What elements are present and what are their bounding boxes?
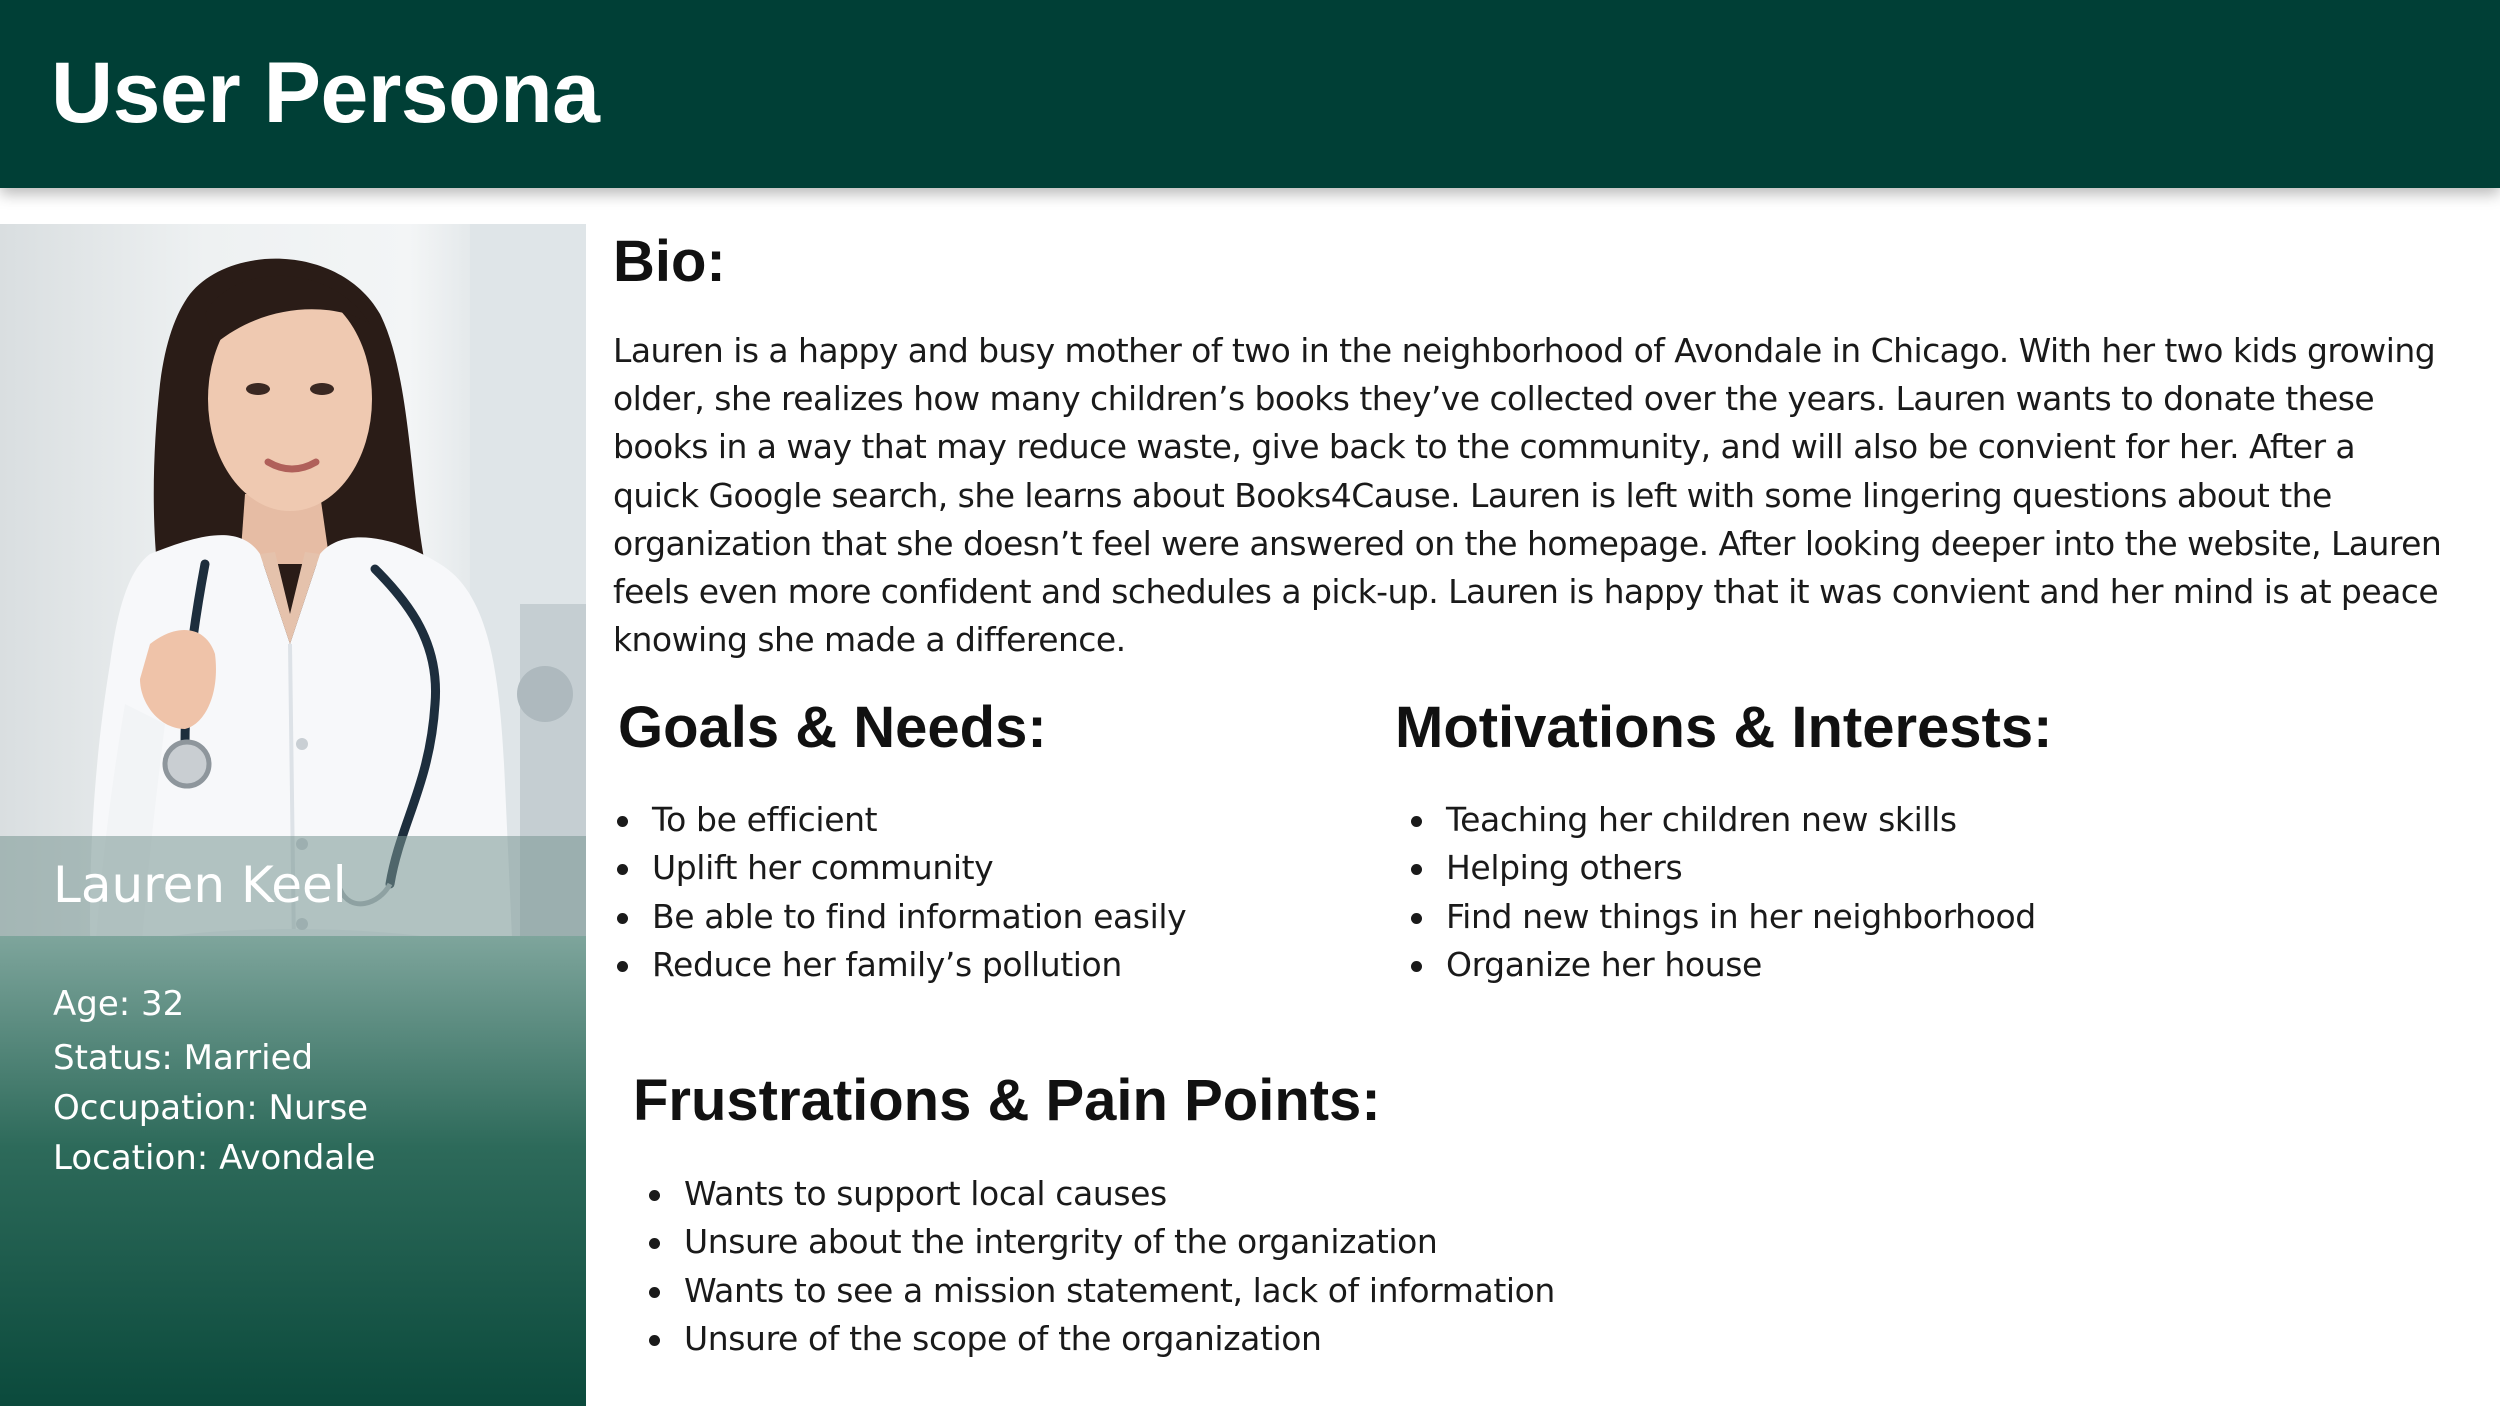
list-item: Find new things in her neighborhood <box>1408 893 2036 941</box>
list-item: To be efficient <box>614 796 1186 844</box>
frustrations-list <box>646 1170 1555 1363</box>
motivations-heading: Motivations & Interests: <box>1395 695 2053 760</box>
list-item: Uplift her community <box>614 844 1186 892</box>
persona-location: Location: Avondale <box>53 1138 376 1178</box>
persona-status: Status: Married <box>53 1038 314 1078</box>
list-item: Helping others <box>1408 844 2036 892</box>
list-item: Unsure about the intergrity of the organization <box>646 1218 1555 1266</box>
page-header <box>0 0 2500 188</box>
list-item: Organize her house <box>1408 941 2036 989</box>
goals-list <box>614 796 1186 989</box>
persona-name: Lauren Keel <box>53 856 347 914</box>
bio-text: Lauren is a happy and busy mother of two in the neighborhood of Avondale in Chicago. With her two kids growing older, she realizes how many children’s books they’ve collected over the years. Lauren wants to donate these books in a way that may reduce waste, give back to the community, and will also be convient for her. After a quick Google search, she learns about Books4Cause. Lauren is left with some lingering questions about the organization that she doesn’t feel were answered on the homepage. After looking deeper into the website, Lauren feels even more confident and schedules a pick-up. Lauren is happy that it was convient and her mind is at peace knowing she made a difference. <box>613 331 2442 660</box>
bio-heading: Bio: <box>613 229 726 294</box>
list-item: Unsure of the scope of the organization <box>646 1315 1555 1363</box>
list-item: Be able to find information easily <box>614 893 1186 941</box>
persona-age: Age: 32 <box>53 984 185 1024</box>
list-item: Reduce her family’s pollution <box>614 941 1186 989</box>
persona-name-band <box>0 836 586 936</box>
goals-heading: Goals & Needs: <box>618 695 1047 760</box>
list-item: Wants to support local causes <box>646 1170 1555 1218</box>
list-item: Teaching her children new skills <box>1408 796 2036 844</box>
persona-occupation: Occupation: Nurse <box>53 1088 369 1128</box>
list-item: Wants to see a mission statement, lack of information <box>646 1267 1555 1315</box>
frustrations-heading: Frustrations & Pain Points: <box>633 1068 1381 1133</box>
page-title: User Persona <box>51 45 600 141</box>
motivations-list <box>1408 796 2036 989</box>
persona-details <box>0 936 586 1406</box>
